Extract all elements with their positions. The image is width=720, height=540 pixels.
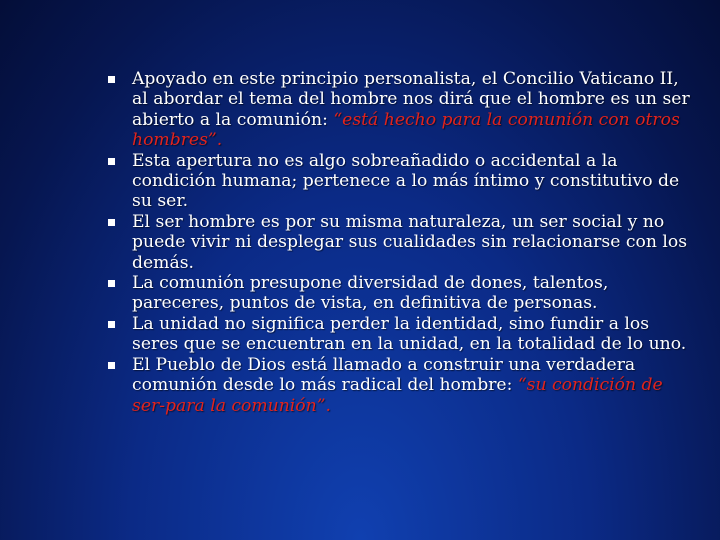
bullet-text: La comunión presupone diversidad de dones, talentos, pareceres, puntos de vista, en definitiva de personas. [132,273,609,314]
bullet-quote: “está hecho para la comunión con otros hombres”. [132,109,680,151]
bullet-item [108,355,693,416]
bullet-item [108,314,693,355]
bullet-text: El Pueblo de Dios está llamado a construir una verdadera comunión desde lo más radical del hombre: [132,354,636,396]
bullet-item [108,69,693,151]
square-bullet-icon [108,219,115,226]
square-bullet-icon [108,321,115,328]
bullet-item [108,273,693,314]
square-bullet-icon [108,362,115,369]
bullet-text: La unidad no significa perder la identidad, sino fundir a los seres que se encuentran en la unidad, en la totalidad de lo uno. [132,313,687,355]
bullet-text: Apoyado en este principio personalista, el Concilio Vaticano II, al abordar el tema del hombre nos dirá que el hombre es un ser abierto a la comunión: [132,69,690,130]
bullet-text: El ser hombre es por su misma naturaleza, un ser social y no puede vivir ni desplegar sus cualidades sin relacionarse con los demás. [132,211,688,273]
bullet-text: Esta apertura no es algo sobreañadido o accidental a la condición humana; pertenece a lo más íntimo y constitutivo de su ser. [132,150,680,212]
square-bullet-icon [108,280,115,287]
bullet-quote: “su condición de ser-para la comunión”. [132,375,663,416]
bullet-list [108,69,693,416]
bullet-item [108,212,693,273]
square-bullet-icon [108,158,115,165]
square-bullet-icon [108,76,115,83]
bullet-item [108,151,693,212]
